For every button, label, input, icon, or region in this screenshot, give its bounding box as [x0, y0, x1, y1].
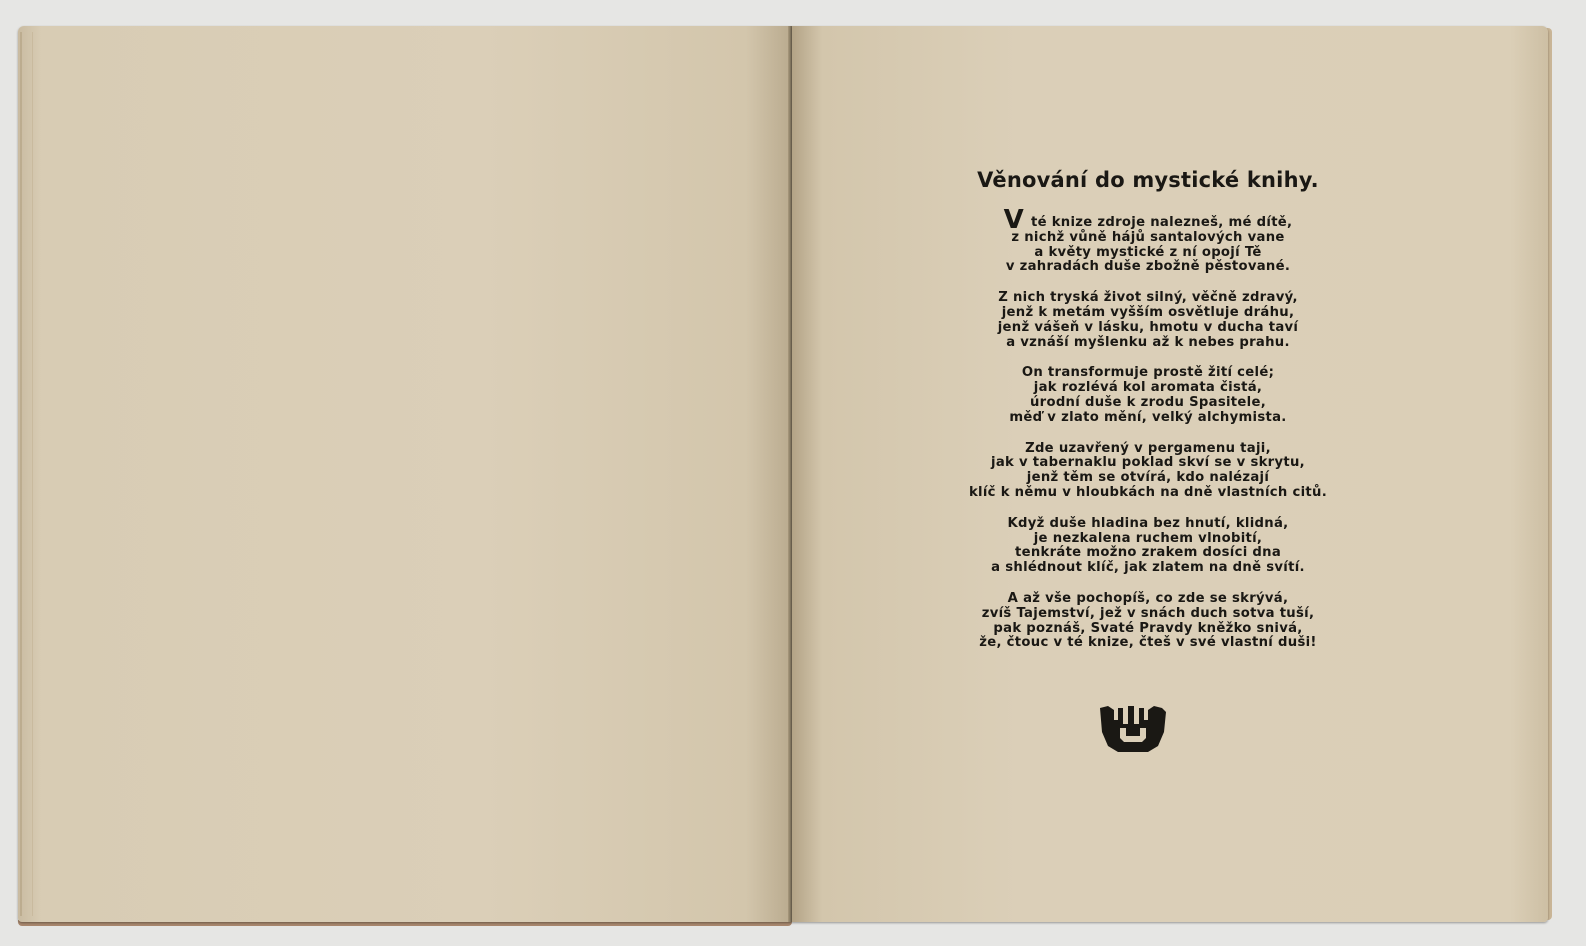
poem-line: jenž těm se otvírá, kdo nalézají	[1026, 470, 1270, 486]
poem-line: je nezkalena ruchem vlnobití,	[1033, 530, 1263, 546]
poem-line	[918, 205, 1378, 235]
poem-line: A až vše pochopíš, co zde se skrývá,	[1007, 590, 1289, 606]
poem-line: a květy mystické z ní opojí Tě	[1034, 244, 1262, 260]
poem-line: úrodní duše k zrodu Spasitele,	[1029, 394, 1267, 410]
printer-mark-icon	[1096, 702, 1170, 754]
stanza-5	[918, 517, 1378, 576]
poem-line: jak v tabernaklu poklad skví se v skrytu,	[991, 455, 1305, 471]
poem-title: Věnování do mystické knihy.	[977, 168, 1319, 192]
poem-line: Zde uzavřený v pergamenu taji,	[1025, 440, 1271, 456]
poem-line: Z nich tryská život silný, věčně zdravý,	[998, 290, 1298, 306]
poem-line: že, čtouc v té knize, čteš v své vlastní duši!	[979, 635, 1317, 651]
poem-line: pak poznáš, Svaté Pravdy kněžko snivá,	[993, 620, 1303, 636]
stanza-1	[918, 205, 1378, 275]
poem-line: v zahradách duše zbožně pěstované.	[1005, 259, 1291, 275]
poem-line-text: té knize zdroje nalezneš, mé dítě,	[1030, 215, 1293, 230]
drop-cap: V	[1003, 205, 1025, 235]
poem-line: a vznáší myšlenku až k nebes prahu.	[1006, 334, 1290, 350]
stanza-4	[918, 442, 1378, 501]
poem-line: klíč k němu v hloubkách na dně vlastních citů.	[968, 484, 1328, 500]
stanza-2	[918, 291, 1378, 350]
open-book	[18, 26, 1568, 922]
poem-line: z nichž vůně hájů santalových vane	[1011, 229, 1285, 245]
left-page-blank	[18, 26, 792, 922]
stanza-3	[918, 366, 1378, 425]
poem-line: jenž vášeň v lásku, hmotu v ducha taví	[997, 319, 1299, 335]
poem-line: jak rozlévá kol aromata čistá,	[1033, 380, 1263, 396]
poem-line: zvíš Tajemství, jež v snách duch sotva tuší,	[981, 605, 1315, 621]
stanza-6	[918, 592, 1378, 651]
poem-line: a shlédnout klíč, jak zlatem na dně svítí.	[991, 560, 1305, 576]
poem	[918, 168, 1378, 667]
right-page	[792, 26, 1548, 922]
poem-line: jenž k metám vyšším osvětluje dráhu,	[1001, 304, 1295, 320]
poem-line: Když duše hladina bez hnutí, klidná,	[1007, 515, 1289, 531]
poem-line: On transformuje prostě žití celé;	[1021, 365, 1275, 381]
poem-line: měď v zlato mění, velký alchymista.	[1009, 409, 1287, 425]
poem-line: tenkráte možno zrakem dosíci dna	[1014, 545, 1282, 561]
